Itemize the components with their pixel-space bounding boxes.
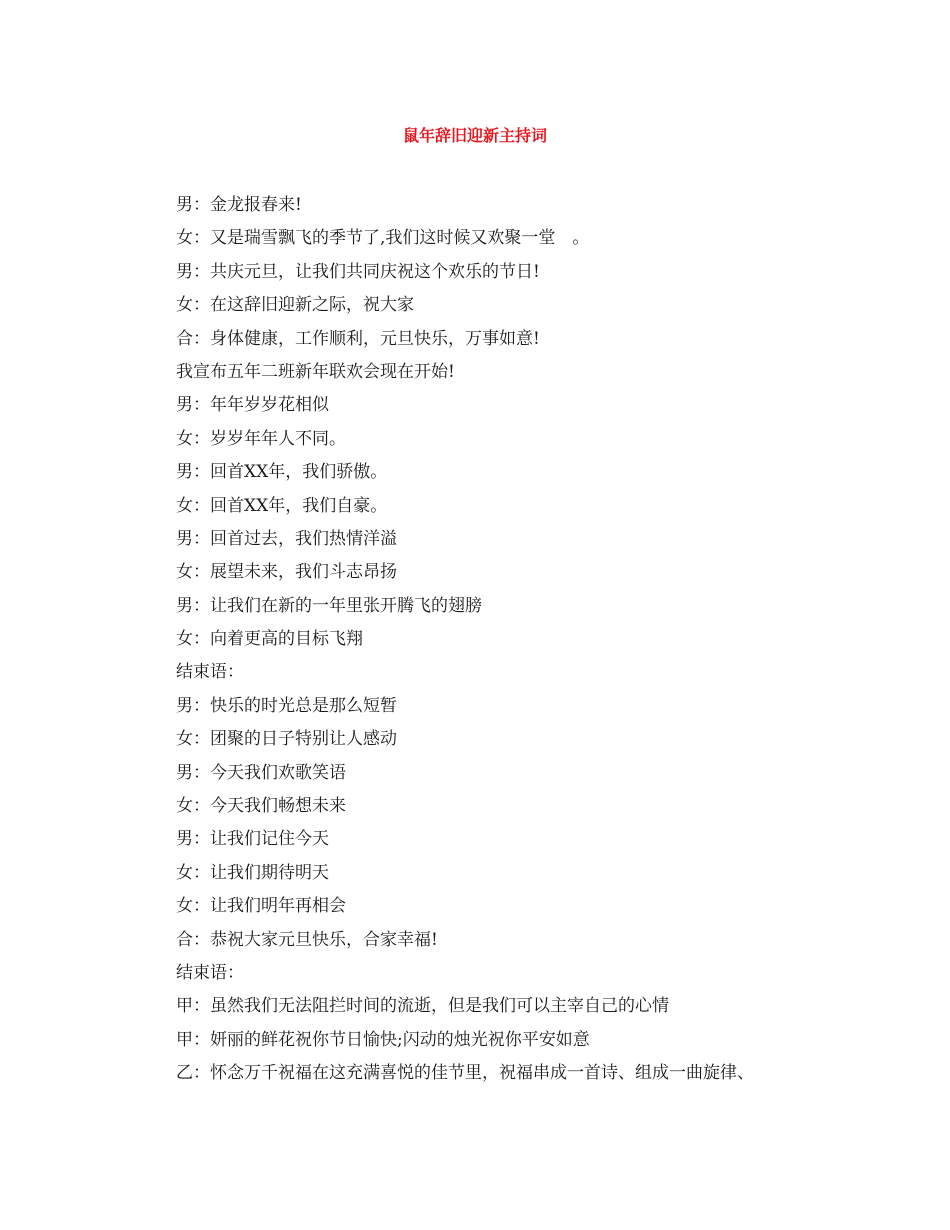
- document-title: 鼠年辞旧迎新主持词: [402, 126, 547, 145]
- script-line: 男：金龙报春来!: [176, 195, 302, 215]
- script-line: 女：向着更高的目标飞翔: [176, 629, 363, 650]
- script-line: 女：团聚的日子特别让人感动: [176, 729, 397, 750]
- script-line: 女：在这辞旧迎新之际，祝大家: [176, 295, 414, 316]
- script-line: 女：展望未来，我们斗志昂扬: [176, 562, 397, 583]
- script-line: 女：回首XX年，我们自豪。: [176, 495, 388, 516]
- script-line: 甲：虽然我们无法阻拦时间的流逝，但是我们可以主宰自己的心情: [176, 996, 669, 1017]
- script-line: 女：今天我们畅想未来: [176, 796, 346, 817]
- script-line: 乙：怀念万千祝福在这充满喜悦的佳节里，祝福串成一首诗、组成一曲旋律、: [176, 1063, 754, 1084]
- script-line: 女：让我们明年再相会: [176, 896, 346, 917]
- script-line: 男：让我们在新的一年里张开腾飞的翅膀: [176, 595, 482, 616]
- script-line: 女：让我们期待明天: [176, 862, 329, 883]
- script-line: 男：回首XX年，我们骄傲。: [176, 462, 388, 483]
- script-line: 男：快乐的时光总是那么短暂: [176, 695, 397, 716]
- script-line: 女：又是瑞雪飘飞的季节了,我们这时候又欢聚一堂 。: [176, 228, 590, 249]
- script-line: 男：共庆元旦，让我们共同庆祝这个欢乐的节日!: [176, 261, 540, 282]
- script-line: 男：让我们记住今天: [176, 829, 329, 850]
- script-line: 男：今天我们欢歌笑语: [176, 762, 346, 783]
- script-line: 甲：妍丽的鲜花祝你节日愉快;闪动的烛光祝你平安如意: [176, 1029, 590, 1050]
- script-line: 结束语：: [176, 662, 244, 683]
- script-line: 女：岁岁年年人不同。: [176, 428, 346, 449]
- script-line: 合：恭祝大家元旦快乐，合家幸福!: [176, 929, 438, 950]
- script-line: 男：年年岁岁花相似: [176, 395, 329, 416]
- script-lines: [176, 192, 836, 1094]
- script-line: 我宣布五年二班新年联欢会现在开始!: [176, 361, 455, 382]
- script-line: 合：身体健康，工作顺利，元旦快乐，万事如意!: [176, 328, 540, 349]
- script-line: 男：回首过去，我们热情洋溢: [176, 528, 397, 549]
- script-line: 结束语：: [176, 962, 244, 983]
